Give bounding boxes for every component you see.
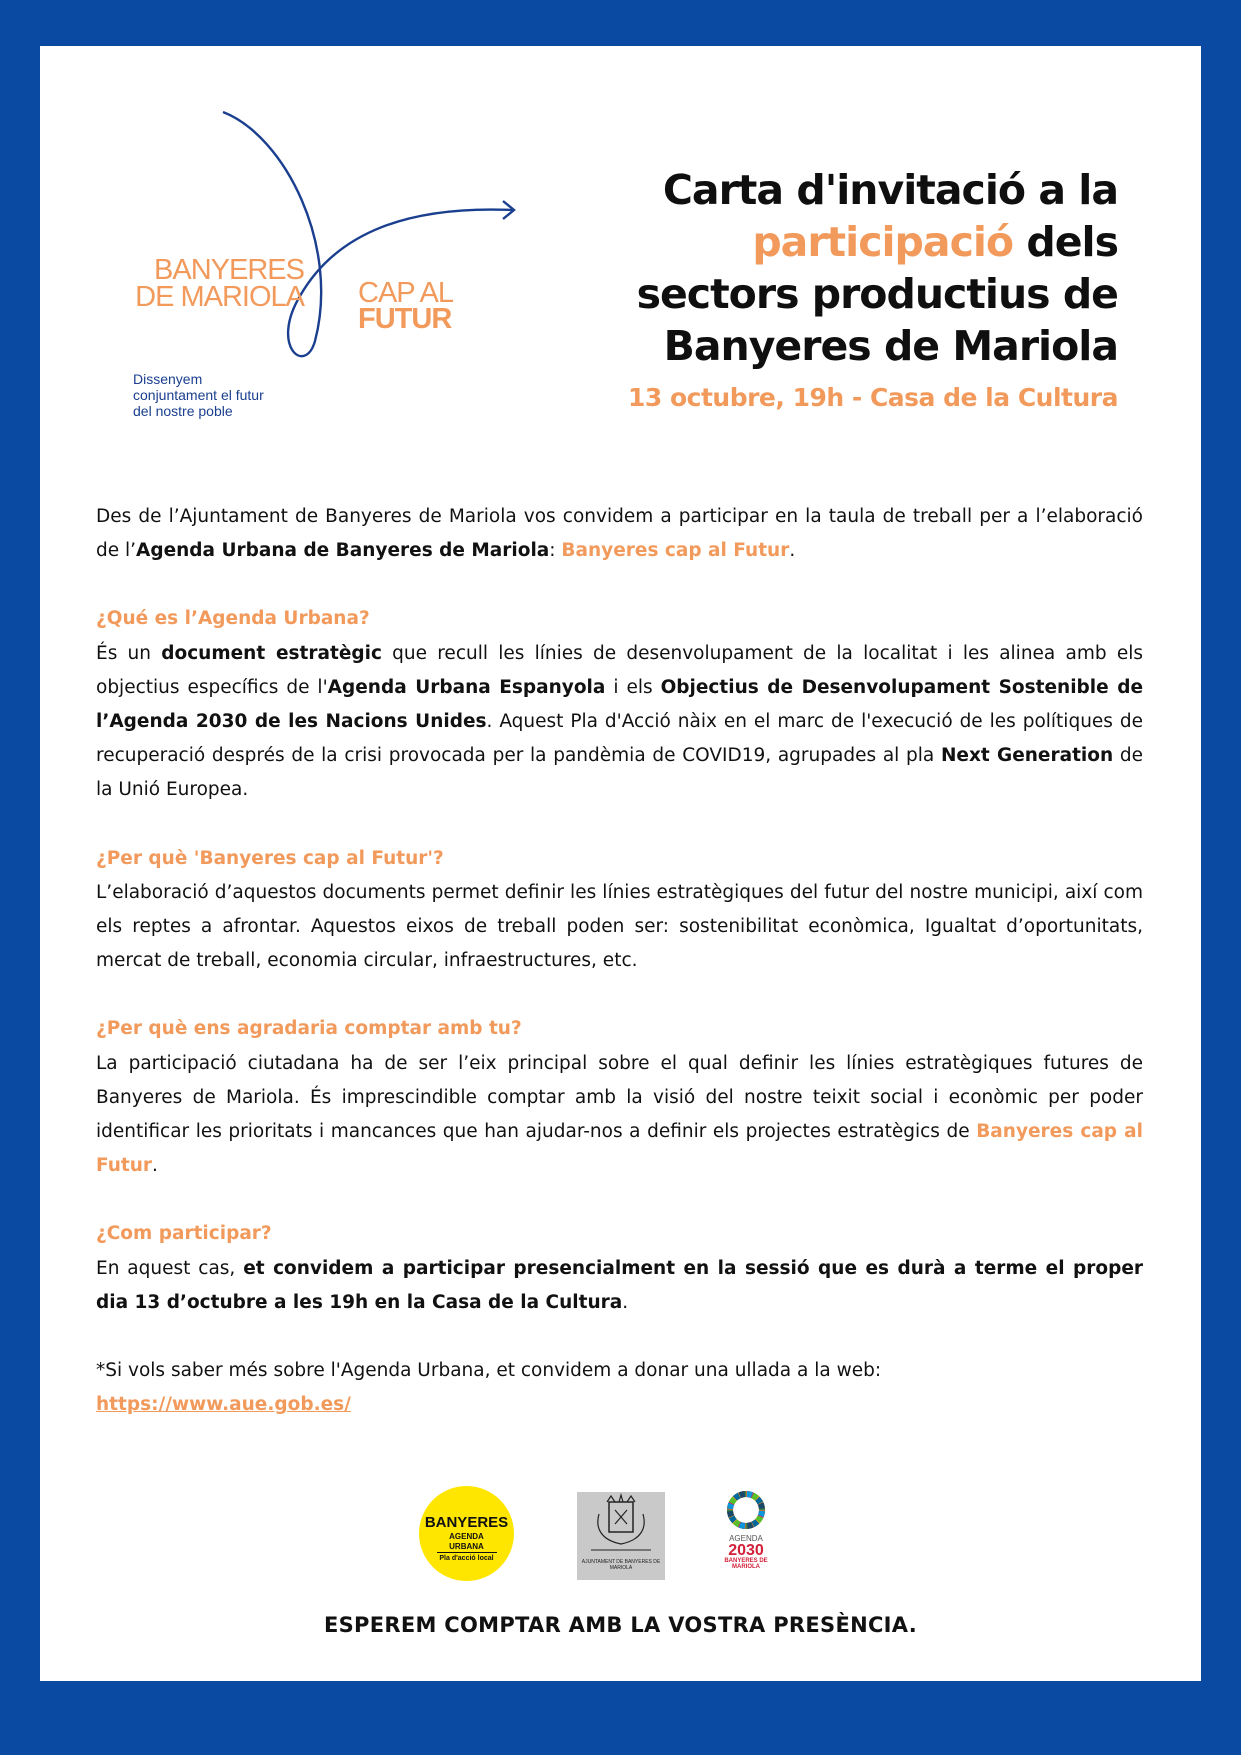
banyeres-cap-al-futur-logo: [70, 76, 520, 436]
intro-text-3: .: [789, 540, 796, 562]
s1-bold-3: Objectius de Desenvolupament Sostenible de l’Agenda 2030 de les Nacions Unides: [96, 676, 1143, 733]
agenda-line-3: BANYERES DE MARIOLA: [724, 1558, 768, 1570]
section-paragraph-agenda: [96, 637, 1143, 808]
aue-website-link[interactable]: https://www.aue.gob.es/: [96, 1394, 351, 1416]
s3-project-name: Banyeres cap al Futur: [96, 1121, 1143, 1177]
s4-text-1: En aquest cas,: [96, 1257, 244, 1279]
s1-text-3: i els: [605, 676, 661, 698]
agenda-urbana-badge: [419, 1486, 514, 1581]
s1-text-5: de la Unió Europea.: [96, 745, 1143, 801]
logo-line-2: DE MARIOLA: [135, 281, 304, 313]
s1-bold-4: Next Generation: [940, 745, 1114, 767]
agenda-2030-logo: [720, 1488, 772, 1584]
logo-cap-al: CAP AL: [358, 277, 454, 309]
section-heading-why-you: ¿Per què ens agradaria comptar amb tu?: [96, 1018, 522, 1040]
tagline-line-2: conjuntament el futur: [133, 387, 264, 403]
logo-futur: FUTUR: [358, 303, 452, 335]
s1-bold-1: document estratègic: [161, 642, 382, 664]
section-heading-why-futur: ¿Per què 'Banyeres cap al Futur'?: [96, 847, 444, 869]
s4-text-2: .: [622, 1291, 629, 1313]
title-line-4: Banyeres de Mariola: [663, 322, 1118, 370]
title-highlight: participació: [752, 218, 1014, 266]
tagline-line-1: Dissenyem: [133, 371, 203, 387]
logo-town-name: [99, 254, 304, 313]
coat-of-arms-icon: [577, 1492, 665, 1562]
agenda-line-1: AGENDA: [729, 1534, 763, 1543]
title-line-3: sectors productius de: [636, 270, 1118, 318]
tagline-line-3: del nostre poble: [133, 403, 233, 419]
section-paragraph-how: [96, 1252, 1143, 1320]
title-line-2-rest: dels: [1013, 218, 1118, 266]
section-heading-agenda: ¿Qué es l’Agenda Urbana?: [96, 608, 370, 630]
intro-paragraph: [96, 500, 1143, 568]
letter-body: [96, 500, 1143, 1422]
logo-line-1: BANYERES: [154, 254, 304, 286]
s4-bold-1: et convidem a participar presencialment en la sessió que es durà a terme el proper dia 13 d’octubre a les 19h en la Casa de la Cultura: [96, 1257, 1144, 1313]
section-paragraph-why-futur: L’elaboració d’aquestos documents permet definir les línies estratègiques del futur del nostre municipi, així com els reptes a afrontar. Aquestos eixos de treball poden ser: sostenibilitat econòmica, Igualtat d’oportunitats, mercat de treball, economia circular, infraestructures, etc.: [96, 881, 1143, 972]
logo-cap-al-futur: [358, 277, 454, 335]
s1-bold-2: Agenda Urbana Espanyola: [327, 676, 606, 698]
title-line-1: Carta d'invitació a la: [662, 166, 1118, 214]
ajuntament-seal: [577, 1492, 665, 1580]
letter-sheet: [40, 46, 1201, 1681]
intro-project-name: Banyeres cap al Futur: [561, 540, 790, 562]
section-paragraph-why-you: [96, 1047, 1143, 1184]
sdg-wheel-icon: [724, 1488, 768, 1532]
badge-line-3: Pla d'acció local: [439, 1555, 494, 1562]
badge-line-1: BANYERES: [424, 1514, 509, 1531]
event-date-subtitle: 13 octubre, 19h - Casa de la Cultura: [627, 383, 1118, 412]
section-heading-how: ¿Com participar?: [96, 1223, 272, 1245]
s1-text-4: . Aquest Pla d'Acció nàix en el marc de l'execució de les polítiques de recuperació després de la crisi provocada per la pandèmia de COVID19, agrupades al pla: [96, 711, 1143, 767]
logo-tagline: [133, 371, 323, 419]
web-note: *Si vols saber més sobre l'Agenda Urbana, et convidem a donar una ullada a la web:: [96, 1360, 882, 1382]
s3-text-1: La participació ciutadana ha de ser l’eix principal sobre el qual definir les línies estratègiques futures de Banyeres de Mariola. És imprescindible comptar amb la visió del nostre teixit social i econòmic per poder identificar les prioritats i mancances que han ajudar-nos a definir els projectes estratègics de: [96, 1052, 1143, 1143]
title-line-2: [598, 216, 1118, 268]
intro-text-1: Des de l’Ajuntament de Banyeres de Mariola vos convidem a participar en la taula de treball per a l’elaboració de l’: [96, 506, 1143, 562]
intro-bold-1: Agenda Urbana de Banyeres de Mariola: [136, 540, 550, 562]
closing-message: ESPEREM COMPTAR AMB LA VOSTRA PRESÈNCIA.: [323, 1613, 918, 1637]
agenda-line-2: 2030: [728, 1542, 764, 1559]
badge-line-2: AGENDA URBANA: [437, 1532, 497, 1553]
s1-text-2: que recull les línies de desenvolupament de la localitat i les alinea amb els objectius específics de l': [96, 642, 1143, 698]
seal-caption: AJUNTAMENT DE BANYERES DE MARIOLA: [581, 1559, 661, 1571]
page-title: [598, 164, 1118, 372]
s1-text-1: És un: [96, 642, 162, 664]
intro-text-2: :: [549, 540, 562, 562]
s3-text-2: .: [152, 1155, 158, 1177]
